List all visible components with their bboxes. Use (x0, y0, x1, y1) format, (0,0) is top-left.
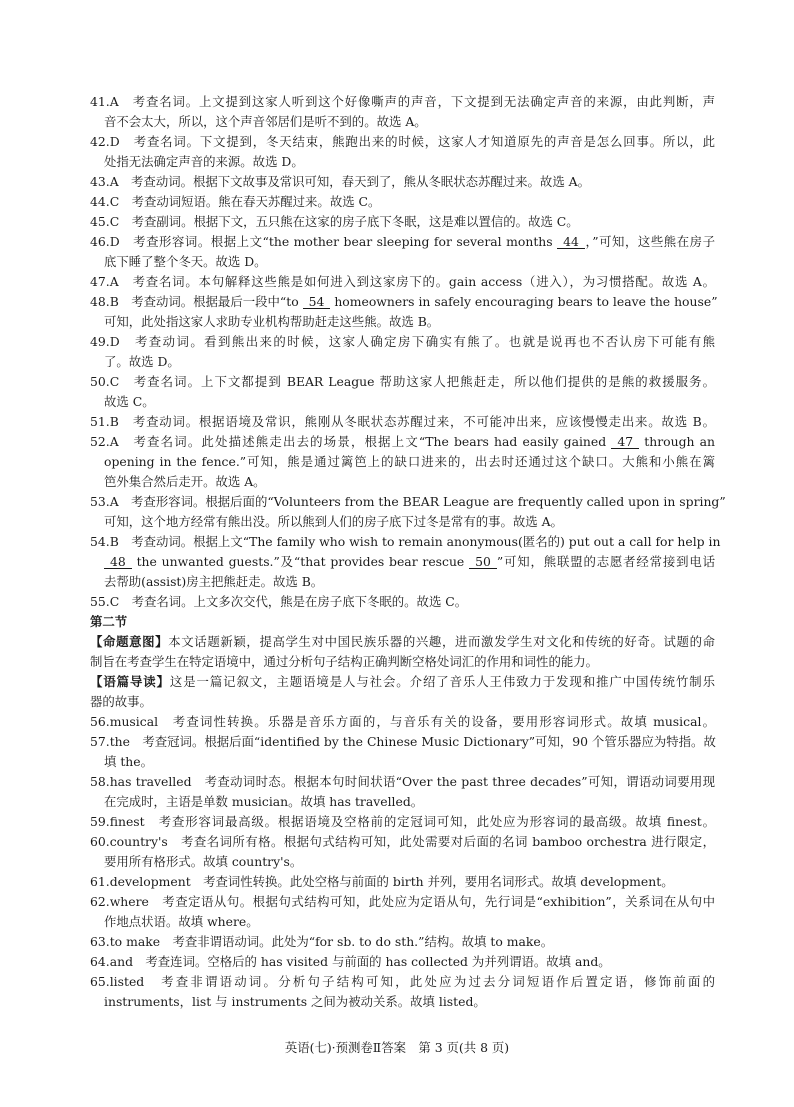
line-text: 要用所有格形式。故填 country's。 (104, 854, 303, 869)
answer-line (90, 334, 715, 350)
answer-line (90, 934, 715, 950)
answer-line (104, 854, 715, 870)
line-text: 43.A 考查动词。根据下文故事及常识可知，春天到了，熊从冬眠状态苏醒过来。故选 A。 (90, 174, 590, 189)
line-text: 52.A 考查名词。此处描述熊走出去的场景，根据上文“The bears had easily gained (90, 434, 612, 449)
line-text: the unwanted guests.”及“that provides bear rescue (131, 554, 470, 569)
line-text: 54.B 考查动词。根据上文“The family who wish to remain anonymous(匿名的) put out a call for help in (90, 534, 721, 549)
answer-line (104, 154, 715, 170)
answer-line (90, 174, 715, 190)
answer-line (90, 274, 715, 290)
answer-line (90, 594, 715, 610)
line-text: 55.C 考查名词。上文多次交代，熊是在房子底下冬眠的。故选 C。 (90, 594, 468, 609)
answer-line (104, 114, 715, 130)
blank-number: 48 (104, 556, 132, 569)
line-text: 57.the 考查冠词。根据后面“identified by the Chinese Music Dictionary”可知，90 个管乐器应为特指。故 (90, 734, 716, 749)
line-text: 60.country's 考查名词所有格。根据句式结构可知，此处需要对后面的名词 bamboo orchestra 进行限定， (90, 834, 715, 849)
blank-number: 47 (611, 436, 639, 449)
answer-line (90, 434, 715, 450)
line-text: 56.musical 考查词性转换。乐器是音乐方面的，与音乐有关的设备，要用形容词形式。故填 musical。 (90, 714, 715, 729)
answer-line (90, 374, 715, 390)
line-text: 故选 C。 (104, 394, 155, 409)
line-text: instruments，list 与 instruments 之间为被动关系。故填 listed。 (104, 994, 486, 1009)
line-text: through an (639, 434, 715, 449)
answer-line (90, 634, 715, 650)
line-text: 63.to make 考查非谓语动词。此处为“for sb. to do sth.”结构。故填 to make。 (90, 934, 554, 949)
answer-line (104, 574, 715, 590)
answer-line (90, 534, 721, 550)
line-text: 50.C 考查名词。上下文都提到 BEAR League 帮助这家人把熊赶走，所以他们提供的是熊的救援服务。 (90, 374, 715, 389)
line-text: 音不会太大，所以，这个声音邻居们是听不到的。故选 A。 (104, 114, 427, 129)
line-text: 填 the。 (104, 754, 154, 769)
answer-line (104, 554, 715, 570)
line-text: 器的故事。 (90, 694, 152, 709)
answer-line (104, 754, 715, 770)
answer-line (90, 814, 715, 830)
line-text: 在完成时，主语是单数 musician。故填 has travelled。 (104, 794, 424, 809)
answer-line (104, 914, 715, 930)
line-text: opening in the fence.”可知，熊是通过篱笆上的缺口进来的，出去时还通过这个缺口。大熊和小熊在篱 (104, 454, 715, 469)
line-text: 62.where 考查定语从句。根据句式结构可知，此处应为定语从句，先行词是“exhibition”，关系词在从句中 (90, 894, 715, 909)
answer-line (90, 714, 715, 730)
answer-line (90, 234, 715, 250)
line-text: ，”可知，这些熊在房子 (584, 234, 716, 249)
line-text: 61.development 考查词性转换。此处空格与前面的 birth 并列，要用名词形式。故填 development。 (90, 874, 674, 889)
answer-line (90, 94, 715, 110)
line-text: 42.D 考查名词。下文提到，冬天结束，熊跑出来的时候，这家人才知道原先的声音是怎么回事。所以，此 (90, 134, 715, 149)
answer-line (90, 214, 715, 230)
answer-line (104, 994, 715, 1010)
line-text: 58.has travelled 考查动词时态。根据本句时间状语“Over the past three decades”可知，谓语动词要用现 (90, 774, 715, 789)
answer-line (104, 454, 715, 470)
answer-line (90, 894, 715, 910)
answer-line (90, 134, 715, 150)
line-text: 这是一篇记叙文，主题语境是人与社会。介绍了音乐人王伟致力于发现和推广中国传统竹制乐 (169, 674, 716, 689)
blank-number: 50 (469, 556, 497, 569)
answer-line (90, 954, 715, 970)
section-tag: 【语篇导读】 (90, 674, 170, 689)
answer-line (104, 354, 715, 370)
blank-number: 54 (303, 296, 331, 309)
line-text: 48.B 考查动词。根据最后一段中“to (90, 294, 303, 309)
answer-line (90, 414, 715, 430)
answer-line (90, 494, 726, 510)
line-text: 去帮助(assist)房主把熊赶走。故选 B。 (104, 574, 324, 589)
line-text: 了。故选 D。 (104, 354, 180, 369)
answer-line (90, 674, 715, 690)
page-footer: 英语(七)·预测卷Ⅱ答案 第 3 页(共 8 页) (284, 1040, 510, 1055)
answer-line (90, 654, 715, 670)
line-text: 可知，此处指这家人求助专业机构帮助赶走这些熊。故选 B。 (104, 314, 440, 329)
answer-line (90, 874, 715, 890)
answer-line (104, 474, 715, 490)
line-text: 制旨在考查学生在特定语境中，通过分析句子结构正确判断空格处词汇的作用和词性的能力。 (90, 654, 599, 669)
line-text: 45.C 考查副词。根据下文，五只熊在这家的房子底下冬眠，这是难以置信的。故选 C。 (90, 214, 579, 229)
blank-number: 44 (557, 236, 585, 249)
line-text: 作地点状语。故填 where。 (104, 914, 259, 929)
answer-line (104, 794, 715, 810)
line-text: 59.finest 考查形容词最高级。根据语境及空格前的定冠词可知，此处应为形容词的最高级。故填 finest。 (90, 814, 715, 829)
answer-line (90, 194, 715, 210)
answer-line (90, 694, 715, 710)
answer-line (90, 294, 718, 310)
line-text: 64.and 考查连词。空格后的 has visited 与前面的 has collected 为并列谓语。故填 and。 (90, 954, 611, 969)
line-text: 65.listed 考查非谓语动词。分析句子结构可知，此处应为过去分词短语作后置定语，修饰前面的 (90, 974, 715, 989)
line-text: 51.B 考查动词。根据语境及常识，熊刚从冬眠状态苏醒过来，不可能冲出来，应该慢慢走出来。故选 B。 (90, 414, 715, 429)
answer-line (90, 974, 715, 990)
answer-line (104, 254, 715, 270)
line-text: 笆外集合然后走开。故选 A。 (104, 474, 266, 489)
line-text: homeowners in safely encouraging bears to leave the house” (330, 294, 718, 309)
line-text: 第二节 (90, 614, 128, 629)
line-text: 53.A 考查形容词。根据后面的“Volunteers from the BEAR League are frequently called upon in spring” (90, 494, 726, 509)
line-text: 46.D 考查形容词。根据上文“the mother bear sleeping for several months (90, 234, 558, 249)
answer-line (90, 834, 715, 850)
answer-line (104, 514, 715, 530)
answer-line (90, 734, 715, 750)
line-text: 49.D 考查动词。看到熊出来的时候，这家人确定房下确实有熊了。也就是说再也不否认房下可能有熊 (90, 334, 715, 349)
line-text: ”可知，熊联盟的志愿者经常接到电话 (496, 554, 715, 569)
line-text: 44.C 考查动词短语。熊在春天苏醒过来。故选 C。 (90, 194, 381, 209)
answer-line (90, 774, 715, 790)
answer-line (104, 394, 715, 410)
line-text: 底下睡了整个冬天。故选 D。 (104, 254, 267, 269)
section-heading (90, 614, 715, 630)
answer-line (104, 314, 715, 330)
section-tag: 【命题意图】 (90, 634, 169, 649)
line-text: 处指无法确定声音的来源。故选 D。 (104, 154, 304, 169)
line-text: 本文话题新颖，提高学生对中国民族乐器的兴趣，进而激发学生对文化和传统的好奇。试题的命 (168, 634, 716, 649)
line-text: 41.A 考查名词。上文提到这家人听到这个好像嘶声的声音，下文提到无法确定声音的来源，由此判断，声 (90, 94, 715, 109)
line-text: 可知，这个地方经常有熊出没。所以熊到人们的房子底下过冬是常有的事。故选 A。 (104, 514, 563, 529)
line-text: 47.A 考查名词。本句解释这些熊是如何进入到这家房下的。gain access（进入），为习惯搭配。故选 A。 (90, 274, 715, 289)
